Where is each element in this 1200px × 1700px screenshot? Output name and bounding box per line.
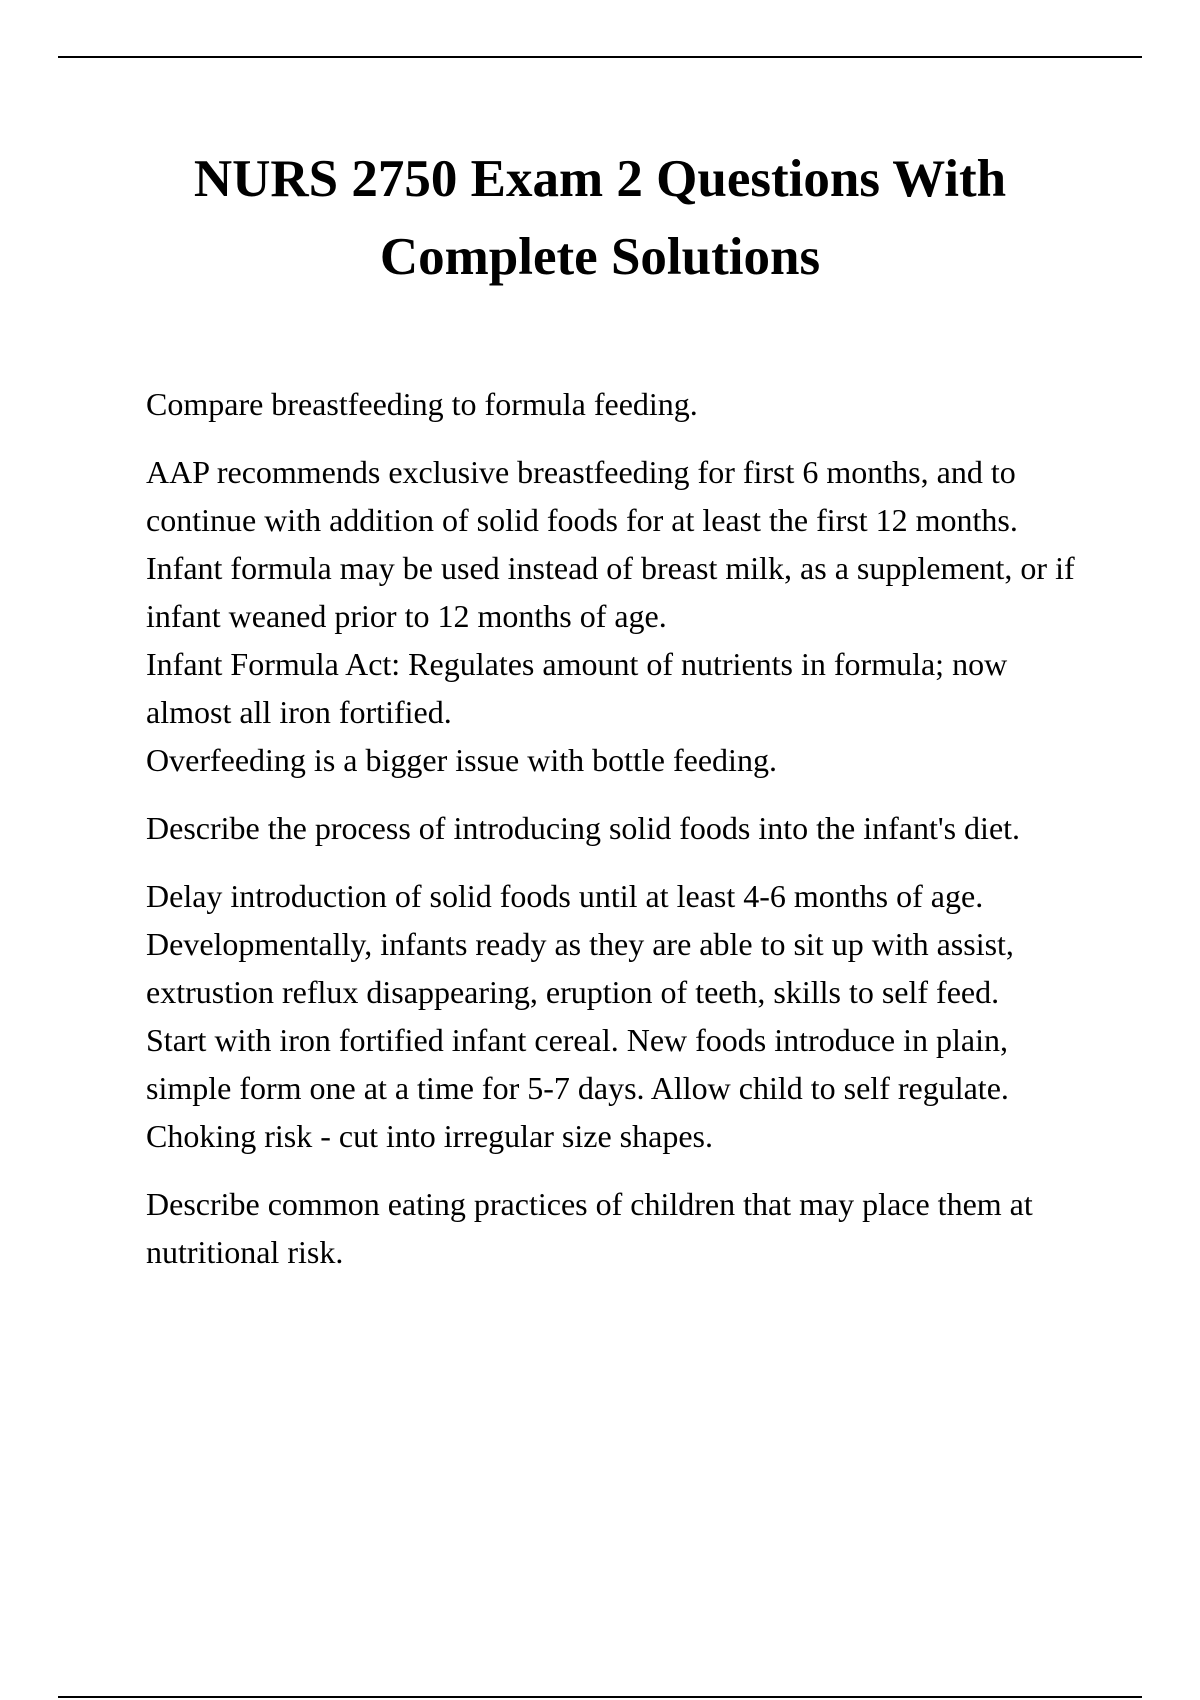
answer-1-line-1: AAP recommends exclusive breastfeeding for first 6 months, and to continue with addition of solid foods for at least the first 12 months. Infant formula may be used instead of breast milk, as a supplement, or if infant weaned prior to 12 months of age. xyxy=(146,454,1075,634)
answer-1-line-2: Infant Formula Act: Regulates amount of nutrients in formula; now almost all iron fortified. xyxy=(146,646,1008,730)
answer-1 xyxy=(146,448,1096,784)
qa-item-3 xyxy=(146,1180,1096,1276)
question-3: Describe common eating practices of children that may place them at nutritional risk. xyxy=(146,1186,1033,1270)
answer-1-line-3: Overfeeding is a bigger issue with bottle feeding. xyxy=(146,742,777,778)
document-title-line-2: Complete Solutions xyxy=(379,228,821,286)
top-rule xyxy=(58,56,1142,58)
answer-2-line-1: Delay introduction of solid foods until at least 4-6 months of age. Developmentally, infants ready as they are able to sit up with assist, extrustion reflux disappearing, eruption of teeth, skills to self feed. xyxy=(146,878,1014,1010)
document-title xyxy=(100,140,1100,296)
answer-2 xyxy=(146,872,1096,1160)
document-body xyxy=(146,380,1096,1296)
document-title-line-1: NURS 2750 Exam 2 Questions With xyxy=(193,150,1007,208)
bottom-rule xyxy=(58,1696,1142,1698)
qa-item-1 xyxy=(146,380,1096,784)
answer-2-line-2: Start with iron fortified infant cereal. New foods introduce in plain, simple form one at a time for 5-7 days. Allow child to self regulate. xyxy=(146,1022,1009,1106)
qa-item-2 xyxy=(146,804,1096,1160)
answer-2-line-3: Choking risk - cut into irregular size shapes. xyxy=(146,1118,713,1154)
question-2: Describe the process of introducing solid foods into the infant's diet. xyxy=(146,810,1021,846)
question-1: Compare breastfeeding to formula feeding. xyxy=(146,386,698,422)
